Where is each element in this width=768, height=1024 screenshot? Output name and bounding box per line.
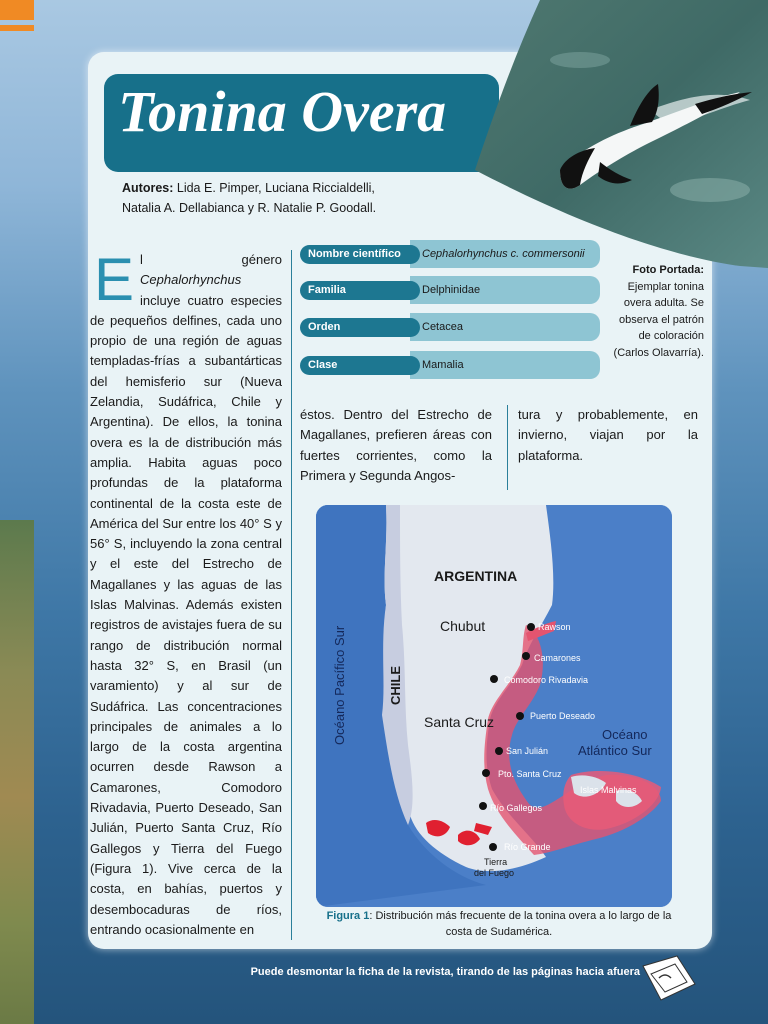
column-divider: [291, 250, 292, 940]
taxonomy-value: Mamalia: [410, 351, 600, 379]
genus-name: Cephalorhynchus: [140, 272, 242, 288]
taxonomy-label: Familia: [300, 281, 420, 300]
map-label-argentina: ARGENTINA: [434, 568, 518, 584]
body-column-3: tura y probablemente, en invierno, viajan por la plataforma.: [518, 407, 698, 463]
place-rawson: Rawson: [538, 622, 571, 632]
place-camarones: Camarones: [534, 653, 581, 663]
taxonomy-label: Orden: [300, 318, 420, 337]
page-title: Tonina Overa: [118, 79, 447, 144]
place-rio-gallegos: Río Gallegos: [490, 803, 543, 813]
taxonomy-label: Nombre científico: [300, 245, 420, 264]
distribution-map: [316, 505, 672, 907]
authors-line-2: Natalia A. Dellabianca y R. Natalie P. Goodall.: [122, 201, 377, 215]
taxonomy-value: Delphinidae: [410, 276, 600, 304]
map-label-chile: CHILE: [388, 666, 403, 705]
taxonomy-value: Cetacea: [410, 313, 600, 341]
photo-caption-text: Ejemplar tonina overa adulta. Se observa el patrón de coloración (Carlos Olavarría).: [613, 280, 704, 359]
taxonomy-value: [410, 240, 600, 268]
scientific-name-value: Cephalorhynchus c. commersonii: [422, 248, 585, 260]
map-label-santa-cruz: Santa Cruz: [424, 714, 495, 730]
map-label-pacific: Océano Pacífico Sur: [332, 625, 347, 745]
taxonomy-row-order: [300, 313, 600, 341]
place-comodoro-rivadavia: Comodoro Rivadavia: [504, 675, 589, 685]
intro-text: incluye cuatro especies de pequeños delfines, cada uno propio de una región de aguas templadas-frías a subantárticas del hemisferio sur (Nueva Zelandia, Sudáfrica, Chile y Argentina). De ellos, la tonina overa es la de distribución más amplia. Habita aguas poco profundas de la plataforma continental de la costa este de América del Sur entre los 40° S y 56° S, incluyendo la zona central y el este del Estrecho de Magallanes y las aguas de las Islas Malvinas. Además existen registros de avistajes fuera de su rango de distribución normal hasta 32° S, en Brasil (un varamiento) y al sur de Sudáfrica. Las concentraciones principales de animales a lo largo de la costa argentina ocurren desde Rawson a Camarones, Comodoro Rivadavia, Puerto Deseado, San Julián, Puerto Santa Cruz, Río Gallegos y Tierra del Fuego (Figura 1). Vive cerca de la costa, en bahías, puertos y desembocaduras de ríos, entrando ocasionalmente en: [90, 292, 282, 937]
map-label-tierra-1: Tierra: [484, 857, 508, 867]
place-san-julian: San Julián: [506, 746, 549, 756]
intro-column: [90, 246, 282, 940]
place-puerto-deseado: Puerto Deseado: [530, 711, 596, 721]
place-rio-grande: Río Grande: [504, 842, 551, 852]
column-divider-2: [507, 405, 508, 490]
map-label-atlantic-2: Atlántico Sur: [578, 743, 652, 758]
map-label-tierra-2: del Fuego: [474, 868, 515, 878]
place-pto-santa-cruz: Pto. Santa Cruz: [498, 769, 562, 779]
footer-note: Puede desmontar la ficha de la revista, tirando de las páginas hacia afuera: [250, 966, 640, 978]
body-column-2: éstos. Dentro del Estrecho de Magallanes, prefieren áreas con fuertes corrientes, como la Primera y Segunda Angos-: [300, 407, 492, 483]
corner-tab: [0, 0, 34, 34]
map-label-atlantic-1: Océano: [602, 727, 648, 742]
figure-caption: [318, 908, 680, 940]
taxonomy-row-family: [300, 276, 600, 304]
figure-label: Figura 1: [326, 910, 370, 922]
taxonomy-label: Clase: [300, 356, 420, 375]
drop-cap: E: [94, 246, 135, 313]
pull-pages-icon: [637, 954, 699, 1006]
corner-stripe-thin: [0, 25, 34, 31]
photo-caption-title: Foto Portada:: [632, 264, 704, 276]
figure-caption-text: : Distribución más frecuente de la tonina overa a lo largo de la costa de Sudamérica.: [369, 910, 672, 938]
map-label-malvinas: Islas Malvinas: [580, 785, 637, 795]
authors-block: [122, 178, 482, 218]
corner-stripe: [0, 0, 34, 20]
photo-caption: [604, 262, 704, 361]
grass-strip-photo: [0, 520, 34, 1024]
taxonomy-row-scientific-name: [300, 240, 600, 268]
dolphin-photo: [470, 0, 768, 268]
authors-line-1: Lida E. Pimper, Luciana Riccialdelli,: [173, 181, 375, 195]
map-label-chubut: Chubut: [440, 618, 486, 634]
taxonomy-row-class: [300, 351, 600, 379]
intro-text-start: l género: [140, 252, 282, 267]
authors-label: Autores:: [122, 181, 174, 195]
